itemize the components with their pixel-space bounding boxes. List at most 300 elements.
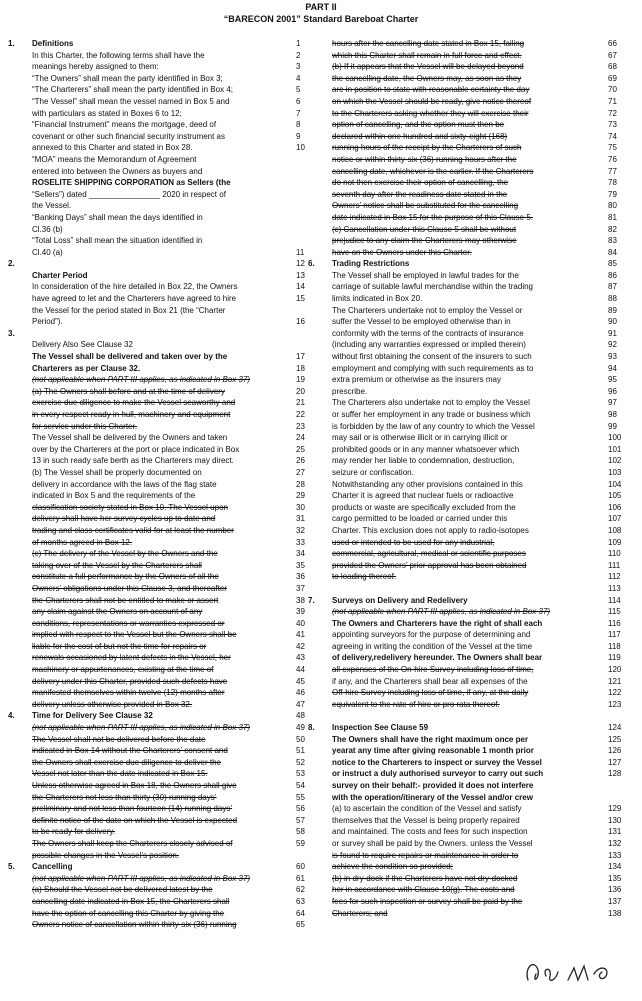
text-line — [332, 119, 634, 131]
text-line — [8, 641, 324, 653]
line-text: appointing surveyors for the purpose of determining and — [332, 630, 531, 640]
line-number: 49 — [296, 723, 305, 733]
text-line — [8, 351, 324, 363]
text-line — [332, 455, 634, 467]
text-line — [8, 699, 324, 711]
text-line — [332, 884, 634, 896]
line-text: “The Vessel” shall mean the vessel named in Box 5 and — [32, 96, 230, 106]
line-text: suffer the Vessel to be employed otherwise than in — [332, 317, 511, 327]
line-number: 4 — [296, 73, 301, 83]
text-line — [308, 258, 634, 270]
line-number: 23 — [296, 421, 305, 431]
line-text: in every respect ready in hull, machinery and equipment — [32, 410, 231, 419]
text-line — [332, 548, 634, 560]
line-text: provided the Owners’ prior approval has been obtained — [332, 560, 527, 570]
line-number: 110 — [608, 549, 621, 559]
line-number: 73 — [608, 120, 617, 130]
line-text: ROSELITE SHIPPING CORPORATION as Sellers (the — [32, 178, 231, 188]
line-number: 21 — [296, 398, 305, 408]
text-line — [332, 629, 634, 641]
line-number: 130 — [608, 815, 622, 825]
line-text: notice or within thirty-six (36) running hours after the — [332, 154, 517, 164]
text-line — [308, 722, 634, 734]
line-number: 118 — [608, 641, 621, 651]
line-text: “MOA” means the Memorandum of Agreement — [32, 154, 197, 164]
line-number: 18 — [296, 363, 305, 373]
line-number: 3 — [296, 62, 301, 72]
line-text: (a) The Owners shall before and at the time of delivery — [32, 386, 225, 396]
line-number: 127 — [608, 757, 622, 767]
text-line — [332, 676, 634, 688]
line-text: annexed to this Charter and stated in Box 28. — [32, 143, 193, 153]
line-number: 5 — [296, 85, 301, 95]
text-line — [8, 734, 324, 746]
line-number: 126 — [608, 746, 622, 756]
line-number: 80 — [608, 201, 617, 211]
text-line — [332, 873, 634, 885]
text-line — [332, 397, 634, 409]
line-text: Vessel not later than the date indicated in Box 15. — [32, 769, 208, 779]
text-line — [8, 154, 324, 166]
line-text: if any, and the Charterers shall bear all expenses of the — [332, 676, 528, 686]
text-line — [8, 316, 324, 328]
line-text: Charter it is agreed that nuclear fuels or radioactive — [332, 491, 514, 501]
line-number: 48 — [296, 711, 305, 721]
line-text: achieve the condition so provided; — [332, 862, 453, 872]
text-line — [8, 745, 324, 757]
line-number: 68 — [608, 62, 617, 72]
text-line — [332, 908, 634, 920]
text-line — [8, 50, 324, 62]
line-text: the cancelling date, the Owners may, as soon as they — [332, 73, 522, 83]
line-text: “Sellers”) dated ________________ 2020 in respect of — [32, 189, 226, 199]
text-line — [8, 676, 324, 688]
text-line — [8, 537, 324, 549]
line-text: cancelling date indicated in Box 15, the Charterers shall — [32, 896, 230, 906]
section-number: 7. — [308, 595, 315, 605]
text-line — [8, 200, 324, 212]
text-line — [8, 490, 324, 502]
text-line — [8, 722, 324, 734]
text-line — [332, 710, 634, 722]
line-text: of delivery,redelivery hereunder. The Owners shall bear — [332, 653, 543, 663]
line-text: (not applicable when PART III applies, as indicated in Box 37) — [32, 723, 251, 733]
text-line — [8, 861, 324, 873]
line-text: Charterers as per Clause 32. — [32, 363, 141, 373]
line-text: all expenses of the On-hire Survey including loss of time, — [332, 665, 534, 675]
line-text: manifested themselves within twelve (12) months after — [32, 688, 225, 698]
line-number: 6 — [296, 96, 301, 106]
line-text: with particulars as stated in Boxes 6 to 12; — [32, 108, 182, 118]
line-text: taking over of the Vessel by the Charterers shall — [32, 560, 202, 570]
text-line — [332, 374, 634, 386]
line-text: products or waste are specifically excluded from the — [332, 502, 516, 512]
line-number: 83 — [608, 236, 617, 246]
line-text: without first obtaining the consent of the insurers to such — [332, 352, 532, 362]
line-text: prohibited goods or in any manner whatsoever which — [332, 444, 520, 454]
line-number: 111 — [608, 560, 621, 570]
text-line — [332, 571, 634, 583]
part-label: PART II — [305, 2, 337, 12]
line-text: trading and class certificates valid for at least the number — [32, 525, 234, 535]
text-line — [332, 896, 634, 908]
text-line — [8, 73, 324, 85]
text-line — [332, 537, 634, 549]
line-number: 54 — [296, 781, 305, 790]
line-text: do not then exercise their option of cancelling, the — [332, 178, 509, 188]
line-number: 62 — [296, 885, 305, 895]
text-line — [8, 525, 324, 537]
line-number: 55 — [296, 792, 305, 802]
line-text: constitute a full performance by the Owners of all the — [32, 572, 219, 582]
text-line — [332, 270, 634, 282]
text-line — [332, 386, 634, 398]
text-line — [332, 142, 634, 154]
text-line — [332, 50, 634, 62]
line-number: 29 — [296, 491, 305, 501]
text-line — [332, 305, 634, 317]
line-number: 63 — [296, 896, 305, 906]
line-number: 27 — [296, 467, 305, 477]
line-number: 38 — [296, 595, 305, 605]
signature-scribble — [520, 950, 620, 990]
text-line — [8, 664, 324, 676]
text-line — [332, 780, 634, 792]
text-line — [332, 583, 634, 595]
text-line — [8, 258, 324, 270]
line-text: extra premium or otherwise as the insurers may — [332, 375, 501, 385]
text-line — [332, 166, 634, 178]
line-text: Time for Delivery See Clause 32 — [32, 711, 153, 721]
text-line — [8, 884, 324, 896]
text-line — [332, 618, 634, 630]
line-text: Unless otherwise agreed in Box 18, the Owners shall give — [32, 781, 237, 790]
text-line — [8, 757, 324, 769]
line-text: have the option of cancelling this Charter by giving the — [32, 908, 225, 918]
text-line — [8, 119, 324, 131]
line-number: 32 — [296, 525, 305, 535]
line-text: conditions, representations or warranties expressed or — [32, 618, 225, 628]
line-text: over by the Charterers at the port or place indicated in Box — [32, 444, 240, 454]
text-line — [332, 826, 634, 838]
line-text: is forbidden by the law of any country to which the Vessel — [332, 421, 535, 431]
line-text: Surveys on Delivery and Redelivery — [332, 595, 468, 605]
text-line — [332, 652, 634, 664]
line-text: (including any warranties expressed or implied therein) — [332, 340, 526, 350]
line-number: 41 — [296, 630, 305, 640]
line-text: Owners notice of cancellation within thirty-six (36) running — [32, 920, 237, 930]
text-line — [332, 641, 634, 653]
line-text: with the operation/itinerary of the Vessel and/or crew — [332, 792, 533, 802]
line-number: 59 — [296, 838, 305, 848]
line-number: 45 — [296, 676, 305, 686]
line-number: 26 — [296, 456, 305, 466]
line-text: carriage of suitable lawful merchandise within the trading — [332, 282, 533, 292]
line-text: for service under this Charter. — [32, 421, 137, 431]
line-number: 94 — [608, 363, 617, 373]
line-number: 24 — [296, 433, 305, 443]
line-text: “Banking Days” shall mean the days identified in — [32, 212, 203, 222]
text-line — [8, 571, 324, 583]
text-line — [332, 467, 634, 479]
line-number: 8 — [296, 120, 301, 130]
line-number: 11 — [296, 247, 305, 257]
line-number: 64 — [296, 908, 305, 918]
line-text: “The Charterers” shall mean the party identified in Box 4; — [32, 85, 233, 95]
line-number: 133 — [608, 850, 622, 860]
line-number: 87 — [608, 282, 617, 292]
line-text: In this Charter, the following terms shall have the — [32, 50, 205, 60]
line-number: 129 — [608, 804, 622, 814]
text-line — [8, 908, 324, 920]
text-line — [332, 154, 634, 166]
line-text: The Owners shall keep the Charterers closely advised of — [32, 838, 233, 848]
text-line — [8, 421, 324, 433]
line-number: 67 — [608, 50, 617, 60]
line-number: 31 — [296, 514, 305, 524]
line-number: 113 — [608, 583, 621, 593]
line-number: 7 — [296, 108, 301, 118]
text-line — [332, 815, 634, 827]
line-text: or instruct a duly authorised surveyor to carry out such — [332, 769, 544, 779]
line-number: 103 — [608, 467, 622, 477]
line-number: 104 — [608, 479, 622, 489]
line-number: 72 — [608, 108, 617, 118]
line-number: 22 — [296, 410, 305, 419]
line-number: 136 — [608, 885, 622, 895]
line-number: 40 — [296, 618, 305, 628]
text-line — [332, 525, 634, 537]
text-line — [332, 363, 634, 375]
text-line — [332, 792, 634, 804]
text-line — [8, 131, 324, 143]
line-number: 122 — [608, 688, 622, 698]
line-text: Charter. This exclusion does not apply to radio-isotopes — [332, 525, 529, 535]
line-number: 117 — [608, 630, 621, 640]
text-line — [8, 595, 324, 607]
line-number: 119 — [608, 653, 621, 663]
text-line — [8, 224, 324, 236]
line-text: (b) If it appears that the Vessel will be delayed beyond — [332, 62, 524, 72]
line-text: the Charterers shall not be entitled to make or assert — [32, 595, 219, 605]
text-line — [332, 502, 634, 514]
line-number: 43 — [296, 653, 305, 663]
line-number: 79 — [608, 189, 617, 199]
line-text: In consideration of the hire detailed in Box 22, the Owners — [32, 282, 238, 292]
line-text: machinery or appurtenances, existing at the time of — [32, 665, 214, 675]
line-number: 95 — [608, 375, 617, 385]
line-text: exercise due diligence to make the Vessel seaworthy and — [32, 398, 236, 408]
line-text: (not applicable when PART III applies, as indicated in Box 37) — [32, 375, 251, 385]
text-line — [8, 850, 324, 862]
line-text: the Vessel. — [32, 201, 72, 211]
line-text: The Owners shall have the right maximum once per — [332, 734, 529, 744]
text-line — [332, 235, 634, 247]
text-line — [332, 61, 634, 73]
line-number: 47 — [296, 699, 305, 709]
line-number: 98 — [608, 410, 617, 419]
line-number: 120 — [608, 665, 622, 675]
line-text: yearat any time after giving reasonable 1 month prior — [332, 746, 534, 756]
line-text: employment and complying with such requirements as to — [332, 363, 534, 373]
section-number: 5. — [8, 862, 15, 872]
line-text: renewals occasioned by latent defects in the Vessel, her — [32, 653, 231, 663]
text-line — [8, 455, 324, 467]
section-number: 8. — [308, 723, 315, 733]
line-number: 70 — [608, 85, 617, 95]
line-number: 131 — [608, 827, 622, 837]
text-line — [332, 687, 634, 699]
line-number: 52 — [296, 757, 305, 767]
text-line — [8, 444, 324, 456]
line-number: 57 — [296, 815, 305, 825]
line-text: delivery in accordance with the laws of the flag state — [32, 479, 217, 489]
text-line — [332, 96, 634, 108]
text-line — [332, 38, 634, 50]
line-number: 58 — [296, 827, 305, 837]
line-number: 85 — [608, 259, 617, 269]
text-line — [332, 224, 634, 236]
line-text: the Owners shall exercise due diligence to deliver the — [32, 757, 221, 767]
line-number: 97 — [608, 398, 617, 408]
line-number: 19 — [296, 375, 305, 385]
line-text: limits indicated in Box 20. — [332, 294, 423, 304]
line-text: cargo permitted to be loaded or carried under this — [332, 514, 508, 524]
text-line — [8, 108, 324, 120]
text-line — [8, 386, 324, 398]
line-text: “Financial Instrument” means the mortgage, deed of — [32, 120, 217, 130]
line-text: indicated in Box 14 without the Charterers’ consent and — [32, 746, 228, 756]
line-text: delivery under this Charter, provided such defects have — [32, 676, 228, 686]
line-number: 112 — [608, 572, 621, 582]
line-number: 1 — [296, 39, 301, 48]
line-text: have on the Owners under this Charter. — [332, 247, 472, 257]
text-line — [332, 131, 634, 143]
text-line — [332, 734, 634, 746]
line-number: 12 — [296, 259, 305, 269]
line-text: The Owners and Charterers have the right of shall each — [332, 618, 543, 628]
line-text: preliminary and not less than fourteen (14) running days’ — [32, 804, 233, 814]
line-number: 84 — [608, 247, 617, 257]
line-text: themselves that the Vessel is being properly repaired — [332, 815, 520, 825]
text-line — [332, 560, 634, 572]
text-line — [8, 710, 324, 722]
section-number: 2. — [8, 259, 15, 269]
line-text: entered into between the Owners as buyers and — [32, 166, 203, 176]
line-number: 37 — [296, 583, 305, 593]
line-number: 66 — [608, 39, 617, 48]
line-number: 93 — [608, 352, 617, 362]
line-text: “The Owners” shall mean the party identified in Box 3; — [32, 73, 223, 83]
text-line — [332, 189, 634, 201]
line-text: The Vessel shall not be delivered before the date — [32, 734, 206, 744]
line-number: 71 — [608, 96, 617, 106]
left-column — [8, 38, 324, 931]
line-text: Delivery Also See Clause 32 — [32, 340, 133, 350]
line-number: 42 — [296, 641, 305, 651]
text-line — [332, 247, 634, 259]
line-text: definite notice of the date on which the Vessel is expected — [32, 815, 238, 825]
line-text: Charterers; and — [332, 908, 388, 918]
line-text: The Vessel shall be employed in lawful trades for the — [332, 270, 519, 280]
line-text: running hours of the receipt by the Charterers of such — [332, 143, 522, 153]
section-number: 3. — [8, 328, 15, 338]
line-text: “Total Loss” shall mean the situation identified in — [32, 236, 203, 246]
text-line — [332, 803, 634, 815]
line-number: 138 — [608, 908, 622, 918]
text-line — [8, 61, 324, 73]
line-number: 125 — [608, 734, 622, 744]
text-line — [332, 745, 634, 757]
text-line — [8, 212, 324, 224]
line-text: (c) The delivery of the Vessel by the Owners and the — [32, 549, 218, 559]
line-number: 78 — [608, 178, 617, 188]
text-line — [8, 803, 324, 815]
line-text: equivalent to the rate of hire or pro rata thereof. — [332, 699, 500, 709]
line-number: 75 — [608, 143, 617, 153]
line-text: (a) Should the Vessel not be delivered latest by the — [32, 885, 213, 895]
line-text: (a) to ascertain the condition of the Vessel and satisfy — [332, 804, 522, 814]
line-number: 50 — [296, 734, 305, 744]
text-line — [8, 896, 324, 908]
line-number: 33 — [296, 537, 305, 547]
line-number: 128 — [608, 769, 622, 779]
text-line — [8, 247, 324, 259]
line-text: seventh day after the readiness date stated in the — [332, 189, 508, 199]
line-number: 56 — [296, 804, 305, 814]
text-line — [8, 792, 324, 804]
line-number: 81 — [608, 212, 617, 222]
text-line — [332, 513, 634, 525]
text-line — [332, 432, 634, 444]
line-text: to the Charterers asking whether they will exercise their — [332, 108, 529, 118]
text-line — [332, 606, 634, 618]
line-number: 102 — [608, 456, 622, 466]
line-text: or suffer her employment in any trade or business which — [332, 410, 531, 419]
text-line — [332, 838, 634, 850]
line-number: 34 — [296, 549, 305, 559]
line-number: 35 — [296, 560, 305, 570]
text-line — [8, 363, 324, 375]
text-line — [8, 502, 324, 514]
line-number: 17 — [296, 352, 305, 362]
line-text: The Charterers undertake not to employ the Vessel or — [332, 305, 523, 315]
line-text: to loading thereof. — [332, 572, 397, 582]
line-text: possible changes in the Vessel’s position. — [32, 850, 180, 860]
line-text: is found to require repairs or maintenance in order to — [332, 850, 519, 860]
line-text: meanings hereby assigned to them: — [32, 62, 159, 72]
line-number: 100 — [608, 433, 622, 443]
line-text: cancelling date, whichever is the earlier. If the Charterers — [332, 166, 534, 176]
line-text: seizure or confiscation. — [332, 467, 414, 477]
text-line — [332, 212, 634, 224]
line-number: 90 — [608, 317, 617, 327]
text-line — [8, 270, 324, 282]
text-line — [8, 235, 324, 247]
text-line — [308, 595, 634, 607]
text-line — [332, 479, 634, 491]
text-line — [8, 84, 324, 96]
line-text: (not applicable when PART III applies, as indicated in Box 37) — [32, 873, 251, 883]
line-number: 114 — [608, 595, 621, 605]
line-text: Notwithstanding any other provisions contained in this — [332, 479, 523, 489]
line-text: Inspection See Clause 59 — [332, 723, 429, 733]
text-line — [332, 108, 634, 120]
line-number: 69 — [608, 73, 617, 83]
text-line — [332, 757, 634, 769]
line-number: 16 — [296, 317, 305, 327]
line-number: 107 — [608, 514, 622, 524]
